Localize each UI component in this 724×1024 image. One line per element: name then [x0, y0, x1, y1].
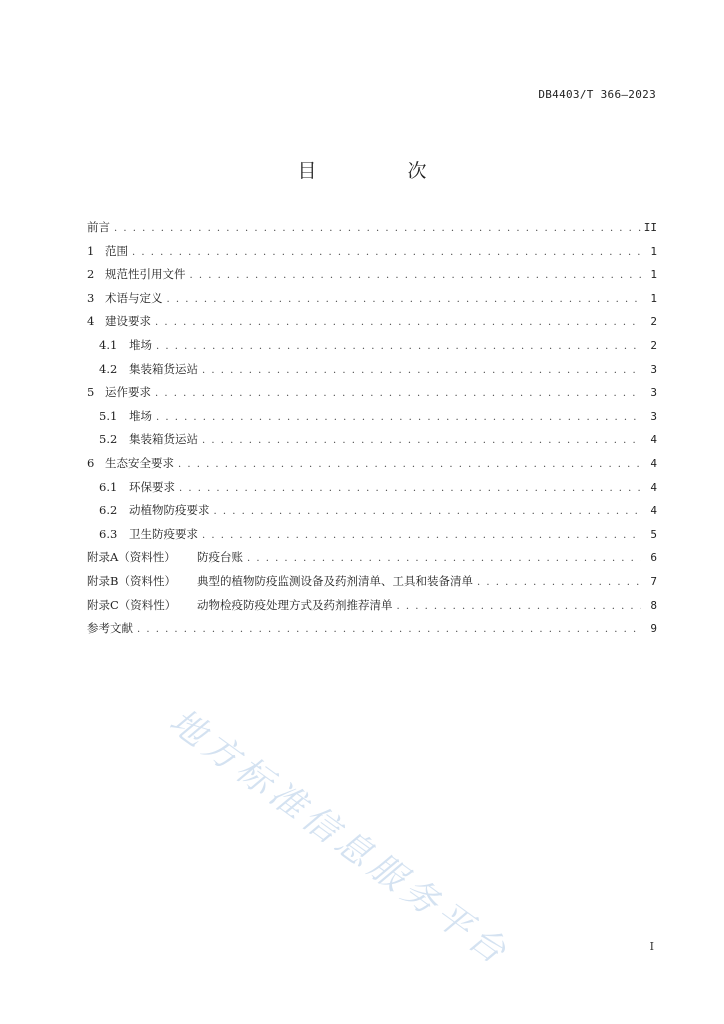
toc-label: 参考文献	[87, 621, 133, 636]
toc-page-number: 1	[650, 244, 657, 258]
document-code: DB4403/T 366—2023	[538, 88, 656, 101]
toc-entry-scope[interactable]	[87, 243, 657, 267]
toc-label: 动物检疫防疫处理方式及药剂推荐清单	[197, 597, 393, 612]
toc-section-number: 5.1	[99, 408, 118, 423]
leader-dots	[155, 388, 641, 399]
toc-section-number: 5.2	[99, 432, 118, 447]
leader-dots	[202, 530, 641, 541]
toc-section-number: 4	[87, 314, 95, 329]
toc-page-number: 2	[650, 338, 657, 352]
toc-page-number: 2	[650, 315, 657, 329]
toc-section-number: 5	[87, 385, 95, 400]
toc-page-number: 7	[650, 574, 657, 588]
leader-dots	[156, 341, 641, 352]
toc-entry-5-2-freight-station[interactable]	[87, 431, 657, 455]
toc-entry-appendix-b[interactable]	[87, 573, 657, 597]
toc-section-number: 4.2	[99, 361, 118, 376]
toc-page-number: 3	[650, 386, 657, 400]
leader-dots	[190, 270, 642, 281]
leader-dots	[247, 553, 641, 564]
table-of-contents	[87, 219, 657, 644]
toc-entry-4-2-freight-station[interactable]	[87, 361, 657, 385]
toc-entry-foreword[interactable]	[87, 219, 657, 243]
toc-page-number: 4	[650, 480, 657, 494]
leader-dots	[114, 223, 641, 234]
toc-entry-6-1-environmental[interactable]	[87, 479, 657, 503]
toc-label: 范围	[105, 243, 128, 258]
toc-label: 术语与定义	[105, 290, 163, 305]
toc-page-number: 4	[650, 433, 657, 447]
leader-dots	[132, 247, 641, 258]
toc-label: 环保要求	[129, 479, 175, 494]
leader-dots	[214, 506, 642, 517]
toc-entry-6-2-quarantine[interactable]	[87, 502, 657, 526]
toc-page-number: II	[643, 221, 657, 234]
toc-page-number: 1	[650, 268, 657, 282]
toc-entry-operation-requirements[interactable]	[87, 384, 657, 408]
toc-page-number: 5	[650, 527, 657, 541]
toc-entry-appendix-a[interactable]	[87, 549, 657, 573]
leader-dots	[156, 412, 641, 423]
toc-section-number: 6.2	[99, 503, 118, 518]
toc-page-number: 4	[650, 504, 657, 518]
toc-appendix-prefix: 附录B（资料性）	[87, 573, 176, 588]
toc-section-number: 4.1	[99, 337, 118, 352]
leader-dots	[397, 601, 642, 612]
toc-page-number: 9	[650, 622, 657, 636]
toc-section-number: 2	[87, 267, 95, 282]
toc-label: 典型的植物防疫监测设备及药剂清单、工具和装备清单	[197, 573, 473, 588]
leader-dots	[155, 317, 641, 328]
toc-entry-appendix-c[interactable]	[87, 597, 657, 621]
toc-page-number: 6	[650, 551, 657, 565]
toc-label: 堆场	[129, 408, 152, 423]
leader-dots	[477, 577, 641, 588]
toc-label: 运作要求	[105, 385, 151, 400]
toc-label: 卫生防疫要求	[129, 526, 198, 541]
leader-dots	[178, 459, 641, 470]
toc-label: 建设要求	[105, 314, 151, 329]
toc-label: 集装箱货运站	[129, 361, 198, 376]
toc-entry-normative-references[interactable]	[87, 266, 657, 290]
toc-page-number: 3	[650, 362, 657, 376]
toc-entry-5-1-yard[interactable]	[87, 408, 657, 432]
leader-dots	[167, 294, 642, 305]
toc-section-number: 3	[87, 290, 95, 305]
toc-section-number: 1	[87, 243, 95, 258]
footer-page-number: I	[649, 940, 654, 953]
leader-dots	[179, 483, 641, 494]
toc-label: 规范性引用文件	[105, 267, 186, 282]
toc-section-number: 6.1	[99, 479, 118, 494]
toc-label: 前言	[87, 220, 110, 234]
toc-entry-bibliography[interactable]	[87, 620, 657, 644]
toc-page-number: 8	[650, 598, 657, 612]
toc-label: 生态安全要求	[105, 455, 174, 470]
toc-entry-construction-requirements[interactable]	[87, 313, 657, 337]
watermark-text: 地方标准信息服务平台	[161, 701, 518, 975]
toc-appendix-prefix: 附录C（资料性）	[87, 597, 177, 612]
toc-entry-terms-definitions[interactable]	[87, 290, 657, 314]
toc-section-number: 6.3	[99, 526, 118, 541]
toc-label: 集装箱货运站	[129, 432, 198, 447]
leader-dots	[137, 624, 641, 635]
toc-label: 堆场	[129, 337, 152, 352]
toc-page-number: 1	[650, 291, 657, 305]
toc-entry-ecological-safety[interactable]	[87, 455, 657, 479]
toc-section-number: 6	[87, 455, 95, 470]
toc-entry-6-3-hygiene[interactable]	[87, 526, 657, 550]
toc-page-number: 4	[650, 456, 657, 470]
toc-entry-4-1-yard[interactable]	[87, 337, 657, 361]
toc-heading: 目 次	[297, 160, 463, 182]
toc-page-number: 3	[650, 409, 657, 423]
leader-dots	[202, 435, 641, 446]
toc-label: 动植物防疫要求	[129, 503, 210, 518]
toc-label: 防疫台账	[197, 550, 243, 565]
toc-appendix-prefix: 附录A（资料性）	[87, 550, 176, 565]
leader-dots	[202, 365, 641, 376]
